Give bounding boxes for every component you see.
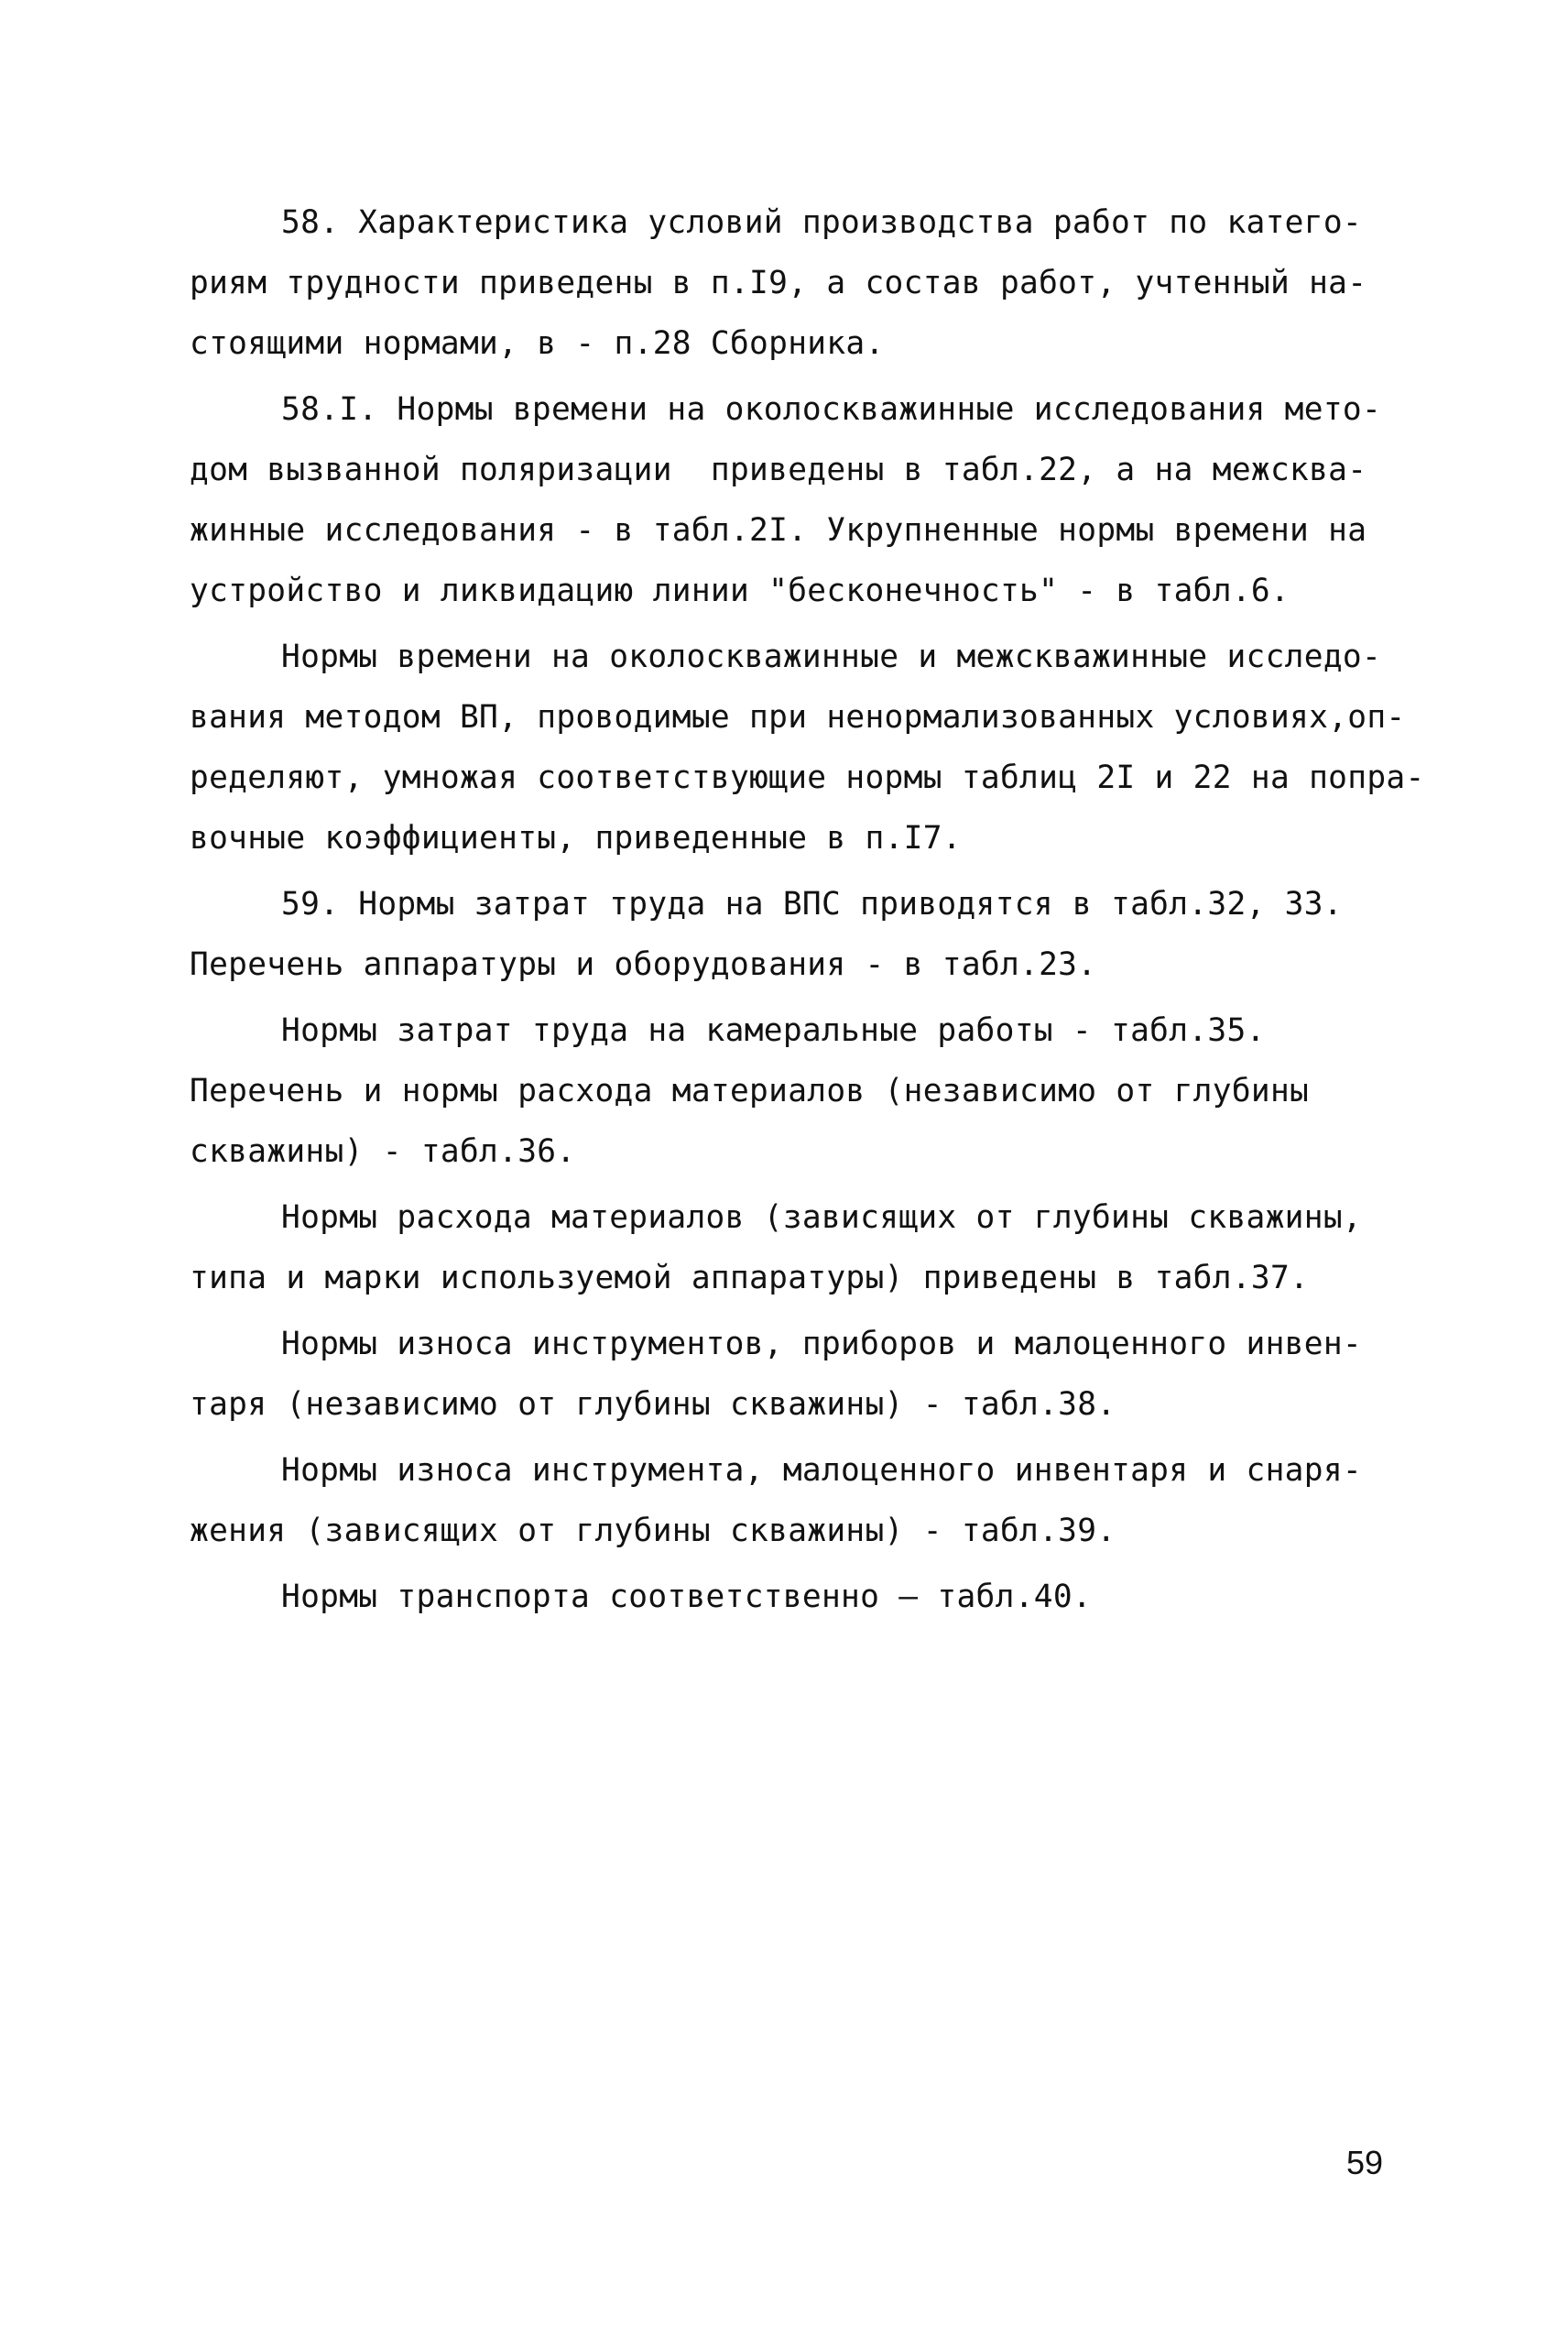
text-line: Нормы затрат труда на камеральные работы - табл.35. — [281, 1012, 1266, 1049]
text-line: 59. Нормы затрат труда на ВПС приводятся в табл.32, 33. — [281, 886, 1343, 923]
text-line: стоящими нормами, в - п.28 Сборника. — [190, 325, 885, 362]
text-line: таря (независимо от глубины скважины) - табл.38. — [190, 1386, 1116, 1423]
text-line: жения (зависящих от глубины скважины) - табл.39. — [190, 1513, 1116, 1549]
text-line: жинные исследования - в табл.2I. Укрупненные нормы времени на — [190, 512, 1367, 549]
text-line: Перечень аппаратуры и оборудования - в табл.23. — [190, 946, 1097, 983]
text-line: Нормы износа инструментов, приборов и малоценного инвен- — [281, 1326, 1362, 1362]
text-line: скважины) - табл.36. — [190, 1133, 576, 1170]
text-line: Нормы износа инструмента, малоценного инвентаря и снаря- — [281, 1452, 1362, 1489]
text-line: вания методом ВП, проводимые при ненормализованных условиях,оп- — [190, 699, 1406, 736]
page-number: 59 — [1346, 2144, 1384, 2181]
text-line: Нормы транспорта соответственно — табл.40. — [281, 1579, 1092, 1615]
text-line: Нормы расхода материалов (зависящих от глубины скважины, — [281, 1199, 1362, 1236]
text-line: Нормы времени на околоскважинные и межскважинные исследо- — [281, 639, 1382, 675]
body-text — [190, 192, 1425, 1627]
text-line: типа и марки используемой аппаратуры) приведены в табл.37. — [190, 1260, 1310, 1296]
text-line: 58. Характеристика условий производства работ по катего- — [281, 204, 1362, 241]
text-line: риям трудности приведены в п.I9, а состав работ, учтенный на- — [190, 265, 1367, 301]
text-line: устройство и ликвидацию линии "бесконечность" - в табл.6. — [190, 573, 1290, 609]
text-line: дом вызванной поляризации приведены в табл.22, а на межсква- — [190, 452, 1367, 488]
text-line: Перечень и нормы расхода материалов (независимо от глубины — [190, 1073, 1310, 1109]
text-line: ределяют, умножая соответствующие нормы таблиц 2I и 22 на попра- — [190, 759, 1425, 796]
text-line: 58.I. Нормы времени на околоскважинные исследования мето- — [281, 391, 1382, 428]
text-line: вочные коэффициенты, приведенные в п.I7. — [190, 820, 962, 857]
